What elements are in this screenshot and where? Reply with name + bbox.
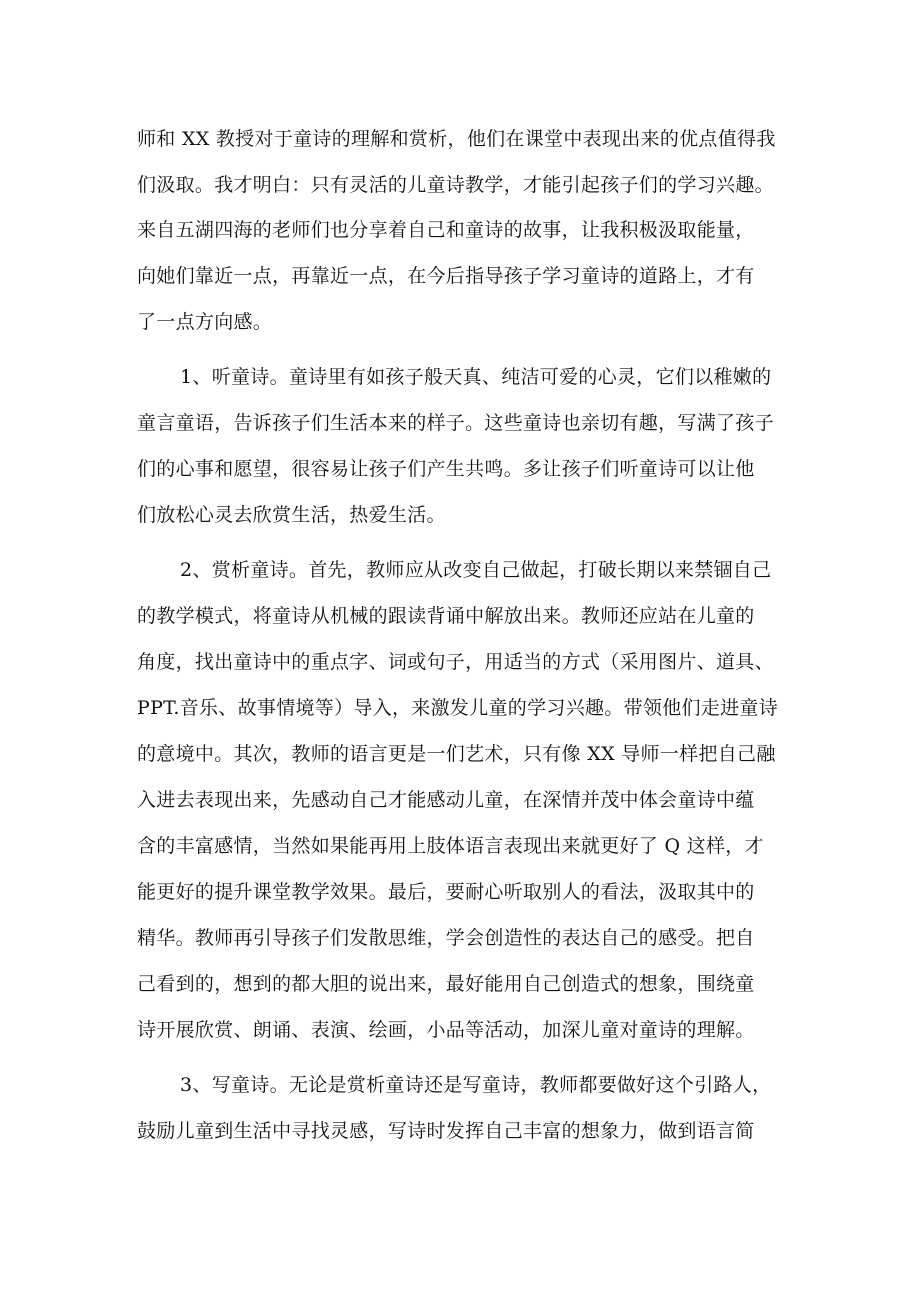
paragraph-line: 能更好的提升课堂教学效果。最后，要耐心听取别人的看法，汲取其中的 — [137, 881, 755, 903]
paragraph-line: 入进去表现出来，先感动自己才能感动儿童，在深情并茂中体会童诗中蕴 — [137, 789, 755, 811]
paragraph-line: 师和 XX 教授对于童诗的理解和赏析，他们在课堂中表现出来的优点值得我 — [137, 128, 776, 150]
paragraph-line: 童言童语，告诉孩子们生活本来的样子。这些童诗也亲切有趣，写满了孩子 — [137, 412, 774, 434]
paragraph-first-line: 3、写童诗。无论是赏析童诗还是写童诗，教师都要做好这个引路人， — [180, 1074, 772, 1096]
paragraph-first-line: 2、赏析童诗。首先，教师应从改变自己做起，打破长期以来禁锢自己 — [180, 559, 772, 581]
paragraph-line: 了一点方向感。 — [137, 311, 273, 333]
paragraph-line: 己看到的，想到的都大胆的说出来，最好能用自己创造式的想象，围绕童 — [137, 973, 755, 995]
paragraph-line: 们的心事和愿望，很容易让孩子们产生共鸣。多让孩子们听童诗可以让他 — [137, 458, 755, 480]
paragraph-line: 的意境中。其次，教师的语言更是一们艺术，只有像 XX 导师一样把自己融 — [137, 743, 776, 765]
paragraph-line: PPT.音乐、故事情境等）导入，来激发儿童的学习兴趣。带领他们走进童诗 — [137, 697, 778, 719]
paragraph-line: 的教学模式，将童诗从机械的跟读背诵中解放出来。教师还应站在儿童的 — [137, 605, 755, 627]
paragraph-first-line: 1、听童诗。童诗里有如孩子般天真、纯洁可爱的心灵，它们以稚嫩的 — [180, 366, 772, 388]
paragraph-line: 向她们靠近一点，再靠近一点，在今后指导孩子学习童诗的道路上，才有 — [137, 265, 755, 287]
paragraph-line: 含的丰富感情，当然如果能再用上肢体语言表现出来就更好了 Q 这样，才 — [137, 835, 764, 857]
paragraph-line: 角度，找出童诗中的重点字、词或句子，用适当的方式（采用图片、道具、 — [137, 651, 774, 673]
paragraph-line: 来自五湖四海的老师们也分享着自己和童诗的故事，让我积极汲取能量， — [137, 219, 755, 241]
paragraph-line: 精华。教师再引导孩子们发散思维，学会创造性的表达自己的感受。把自 — [137, 927, 755, 949]
paragraph-line: 们汲取。我才明白：只有灵活的儿童诗教学，才能引起孩子们的学习兴趣。 — [137, 174, 774, 196]
paragraph-line: 诗开展欣赏、朗诵、表演、绘画，小品等活动，加深儿童对童诗的理解。 — [137, 1019, 755, 1041]
paragraph-line: 们放松心灵去欣赏生活，热爱生活。 — [137, 504, 446, 526]
paragraph-line: 鼓励儿童到生活中寻找灵感，写诗时发挥自己丰富的想象力，做到语言简 — [137, 1120, 755, 1142]
